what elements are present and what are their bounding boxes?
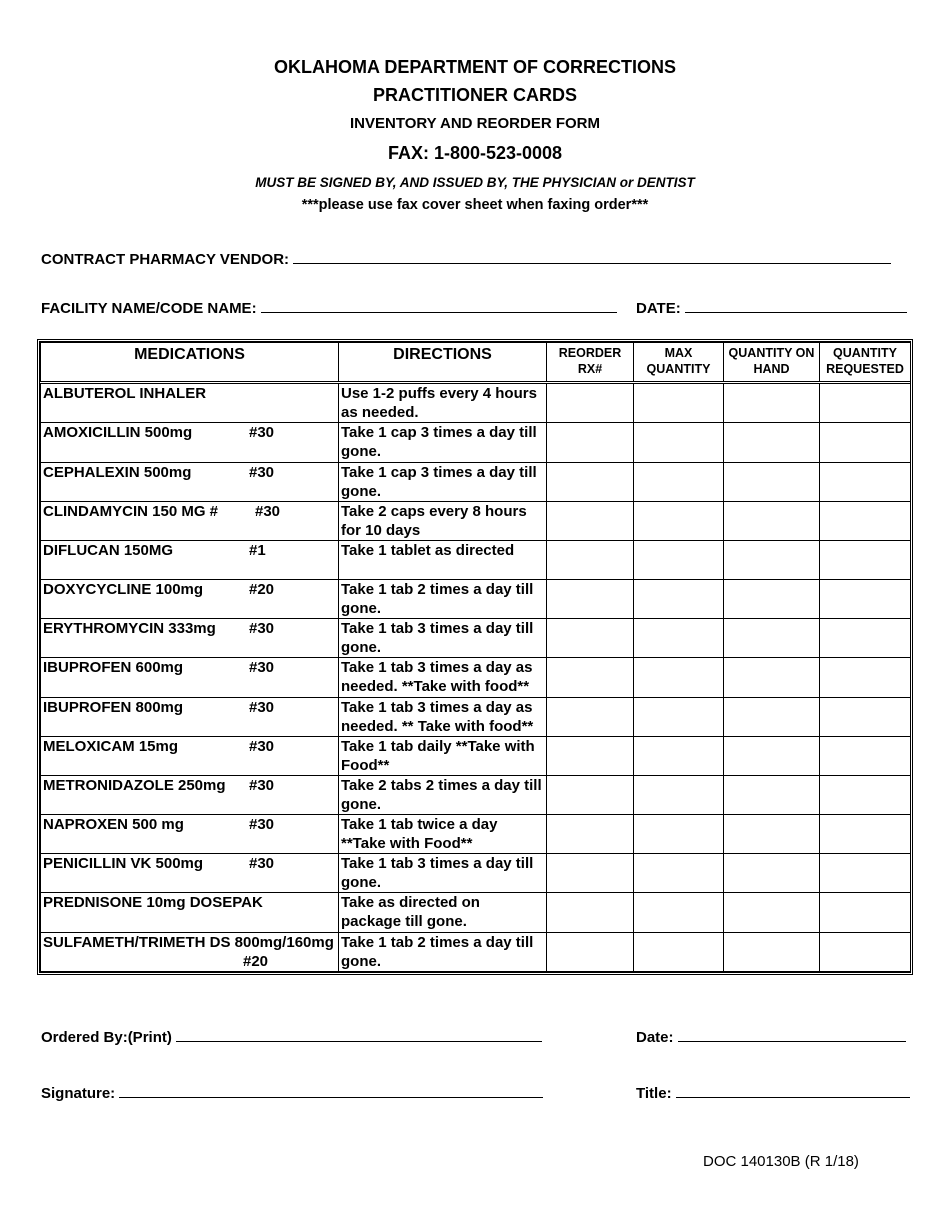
reorder-cell[interactable] xyxy=(547,501,634,540)
title-line[interactable] xyxy=(676,1083,910,1098)
medication-quantity: #30 xyxy=(255,502,281,520)
max-quantity-cell[interactable] xyxy=(634,736,724,775)
max-quantity-cell[interactable] xyxy=(634,815,724,854)
quantity-requested-cell[interactable] xyxy=(820,854,911,893)
ordered-by-label: Ordered By:(Print) xyxy=(41,1029,172,1046)
reorder-cell[interactable] xyxy=(547,736,634,775)
form-id: DOC 140130B (R 1/18) xyxy=(703,1153,859,1170)
date-label: DATE: xyxy=(636,300,681,317)
signature-label: Signature: xyxy=(41,1085,116,1102)
reorder-cell[interactable] xyxy=(547,893,634,932)
quantity-requested-cell[interactable] xyxy=(820,619,911,658)
medication-name: NAPROXEN 500 mg xyxy=(43,816,184,834)
quantity-requested-cell[interactable] xyxy=(820,893,911,932)
medication-quantity: #20 xyxy=(243,952,269,970)
directions-cell: Take 1 tab 3 times a day as needed. **Take with food** xyxy=(339,658,547,697)
medication-name: PENICILLIN VK 500mg xyxy=(43,855,204,873)
table-row xyxy=(41,619,911,658)
fax-cover-note: ***please use fax cover sheet when faxing order*** xyxy=(301,197,649,213)
vendor-line[interactable] xyxy=(293,249,891,264)
header-medications: MEDICATIONS xyxy=(41,343,339,383)
fax-number: FAX: 1-800-523-0008 xyxy=(387,143,563,163)
max-quantity-cell[interactable] xyxy=(634,658,724,697)
medication-cell xyxy=(41,619,339,658)
medication-name: ERYTHROMYCIN 333mg xyxy=(43,620,216,638)
vendor-field[interactable] xyxy=(41,249,891,268)
medication-quantity: #30 xyxy=(249,855,275,873)
medication-cell xyxy=(41,815,339,854)
header-directions: DIRECTIONS xyxy=(339,343,547,383)
reorder-cell[interactable] xyxy=(547,775,634,814)
directions-cell: Take 1 cap 3 times a day till gone. xyxy=(339,423,547,462)
quantity-on-hand-cell[interactable] xyxy=(724,580,820,619)
quantity-on-hand-cell[interactable] xyxy=(724,736,820,775)
table-row xyxy=(41,423,911,462)
medication-quantity: #30 xyxy=(249,424,275,442)
quantity-requested-cell[interactable] xyxy=(820,501,911,540)
facility-label: FACILITY NAME/CODE NAME: xyxy=(41,300,257,317)
quantity-requested-cell[interactable] xyxy=(820,423,911,462)
directions-cell: Use 1-2 puffs every 4 hours as needed. xyxy=(339,383,547,423)
signature-notice: MUST BE SIGNED BY, AND ISSUED BY, THE PHYSICIAN or DENTIST xyxy=(255,175,695,190)
max-quantity-cell[interactable] xyxy=(634,854,724,893)
medication-name: ALBUTEROL INHALER xyxy=(43,385,207,403)
quantity-requested-cell[interactable] xyxy=(820,697,911,736)
quantity-on-hand-cell[interactable] xyxy=(724,775,820,814)
directions-cell: Take 1 tab twice a day **Take with Food** xyxy=(339,815,547,854)
medication-quantity: #30 xyxy=(249,463,275,481)
form-subtitle: INVENTORY AND REORDER FORM xyxy=(349,115,601,132)
header-reorder: REORDER RX# xyxy=(547,343,634,383)
medication-cell xyxy=(41,658,339,697)
order-date-field[interactable] xyxy=(636,1027,906,1046)
medication-name: SULFAMETH/TRIMETH DS 800mg/160mg xyxy=(43,933,334,951)
medication-name: DIFLUCAN 150MG xyxy=(43,541,174,559)
max-quantity-cell[interactable] xyxy=(634,501,724,540)
directions-cell: Take 1 tab 2 times a day till gone. xyxy=(339,580,547,619)
table-row xyxy=(41,697,911,736)
quantity-on-hand-cell[interactable] xyxy=(724,462,820,501)
table-row xyxy=(41,501,911,540)
title-field[interactable] xyxy=(636,1083,910,1102)
quantity-on-hand-cell[interactable] xyxy=(724,423,820,462)
quantity-on-hand-cell[interactable] xyxy=(724,697,820,736)
reorder-cell[interactable] xyxy=(547,854,634,893)
medication-quantity: #30 xyxy=(249,698,275,716)
max-quantity-cell[interactable] xyxy=(634,423,724,462)
title-label: Title: xyxy=(636,1085,672,1102)
reorder-cell[interactable] xyxy=(547,580,634,619)
directions-cell: Take 1 tab 3 times a day till gone. xyxy=(339,854,547,893)
order-date-line[interactable] xyxy=(678,1027,906,1042)
table-row xyxy=(41,580,911,619)
medication-cell xyxy=(41,580,339,619)
directions-cell: Take 2 tabs 2 times a day till gone. xyxy=(339,775,547,814)
table-header-row xyxy=(41,343,911,383)
medication-cell xyxy=(41,854,339,893)
medication-quantity: #20 xyxy=(249,581,275,599)
medication-quantity: #30 xyxy=(249,620,275,638)
reorder-cell[interactable] xyxy=(547,383,634,423)
header-quantity-requested: QUANTITY REQUESTED xyxy=(820,343,911,383)
table-row xyxy=(41,736,911,775)
medication-quantity: #30 xyxy=(249,659,275,677)
facility-line[interactable] xyxy=(261,298,617,313)
medication-cell xyxy=(41,893,339,932)
medication-table-frame xyxy=(37,339,913,975)
directions-cell: Take 1 tablet as directed xyxy=(339,540,547,579)
max-quantity-cell[interactable] xyxy=(634,580,724,619)
table-row xyxy=(41,540,911,579)
medication-name: IBUPROFEN 600mg xyxy=(43,659,184,677)
medication-quantity: #30 xyxy=(249,776,275,794)
directions-cell: Take 2 caps every 8 hours for 10 days xyxy=(339,501,547,540)
max-quantity-cell[interactable] xyxy=(634,540,724,579)
directions-cell: Take 1 cap 3 times a day till gone. xyxy=(339,462,547,501)
reorder-cell[interactable] xyxy=(547,619,634,658)
quantity-requested-cell[interactable] xyxy=(820,540,911,579)
signature-field[interactable] xyxy=(41,1083,543,1102)
max-quantity-cell[interactable] xyxy=(634,619,724,658)
reorder-cell[interactable] xyxy=(547,423,634,462)
reorder-cell[interactable] xyxy=(547,815,634,854)
max-quantity-cell[interactable] xyxy=(634,775,724,814)
quantity-on-hand-cell[interactable] xyxy=(724,619,820,658)
medication-cell xyxy=(41,383,339,423)
quantity-requested-cell[interactable] xyxy=(820,383,911,423)
directions-cell: Take 1 tab 3 times a day till gone. xyxy=(339,619,547,658)
date-field[interactable] xyxy=(636,298,907,317)
table-row xyxy=(41,658,911,697)
reorder-cell[interactable] xyxy=(547,697,634,736)
medication-cell xyxy=(41,501,339,540)
quantity-requested-cell[interactable] xyxy=(820,658,911,697)
medication-name: PREDNISONE 10mg DOSEPAK xyxy=(43,894,263,912)
agency-title: OKLAHOMA DEPARTMENT OF CORRECTIONS xyxy=(274,57,676,77)
header-max-quantity: MAX QUANTITY xyxy=(634,343,724,383)
medication-name: METRONIDAZOLE 250mg xyxy=(43,776,226,794)
quantity-on-hand-cell[interactable] xyxy=(724,383,820,423)
form-title: PRACTITIONER CARDS xyxy=(372,85,577,105)
reorder-cell[interactable] xyxy=(547,462,634,501)
medication-name: MELOXICAM 15mg xyxy=(43,737,179,755)
max-quantity-cell[interactable] xyxy=(634,893,724,932)
signature-line[interactable] xyxy=(119,1083,543,1098)
max-quantity-cell[interactable] xyxy=(634,462,724,501)
medication-table xyxy=(40,342,911,972)
medication-quantity: #1 xyxy=(249,541,266,559)
quantity-requested-cell[interactable] xyxy=(820,815,911,854)
quantity-requested-cell[interactable] xyxy=(820,932,911,971)
table-row xyxy=(41,893,911,932)
table-row xyxy=(41,815,911,854)
medication-name: IBUPROFEN 800mg xyxy=(43,698,184,716)
medication-name: DOXYCYCLINE 100mg xyxy=(43,581,204,599)
quantity-on-hand-cell[interactable] xyxy=(724,658,820,697)
medication-cell xyxy=(41,775,339,814)
header-quantity-on-hand: QUANTITY ON HAND xyxy=(724,343,820,383)
quantity-requested-cell[interactable] xyxy=(820,462,911,501)
quantity-requested-cell[interactable] xyxy=(820,580,911,619)
medication-quantity: #30 xyxy=(249,816,275,834)
table-row xyxy=(41,775,911,814)
directions-cell: Take 1 tab daily **Take with Food** xyxy=(339,736,547,775)
quantity-on-hand-cell[interactable] xyxy=(724,932,820,971)
medication-name: CEPHALEXIN 500mg xyxy=(43,463,192,481)
vendor-label: CONTRACT PHARMACY VENDOR: xyxy=(41,251,290,268)
table-row xyxy=(41,932,911,971)
directions-cell: Take 1 tab 3 times a day as needed. ** Take with food** xyxy=(339,697,547,736)
medication-cell xyxy=(41,697,339,736)
directions-cell: Take 1 tab 2 times a day till gone. xyxy=(339,932,547,971)
max-quantity-cell[interactable] xyxy=(634,697,724,736)
table-row xyxy=(41,383,911,423)
quantity-on-hand-cell[interactable] xyxy=(724,540,820,579)
table-row xyxy=(41,462,911,501)
ordered-by-field[interactable] xyxy=(41,1027,542,1046)
quantity-requested-cell[interactable] xyxy=(820,775,911,814)
ordered-by-line[interactable] xyxy=(176,1027,542,1042)
table-row xyxy=(41,854,911,893)
medication-name: CLINDAMYCIN 150 MG # xyxy=(43,502,219,520)
quantity-on-hand-cell[interactable] xyxy=(724,815,820,854)
quantity-on-hand-cell[interactable] xyxy=(724,893,820,932)
medication-cell xyxy=(41,423,339,462)
medication-cell xyxy=(41,540,339,579)
medication-quantity: #30 xyxy=(249,737,275,755)
reorder-cell[interactable] xyxy=(547,658,634,697)
max-quantity-cell[interactable] xyxy=(634,932,724,971)
reorder-cell[interactable] xyxy=(547,932,634,971)
order-date-label: Date: xyxy=(636,1029,674,1046)
date-line[interactable] xyxy=(685,298,907,313)
facility-field[interactable] xyxy=(41,298,617,317)
medication-cell xyxy=(41,932,339,971)
reorder-cell[interactable] xyxy=(547,540,634,579)
directions-cell: Take as directed on package till gone. xyxy=(339,893,547,932)
medication-cell xyxy=(41,462,339,501)
medication-cell xyxy=(41,736,339,775)
quantity-on-hand-cell[interactable] xyxy=(724,501,820,540)
quantity-on-hand-cell[interactable] xyxy=(724,854,820,893)
max-quantity-cell[interactable] xyxy=(634,383,724,423)
medication-name: AMOXICILLIN 500mg xyxy=(43,424,193,442)
quantity-requested-cell[interactable] xyxy=(820,736,911,775)
